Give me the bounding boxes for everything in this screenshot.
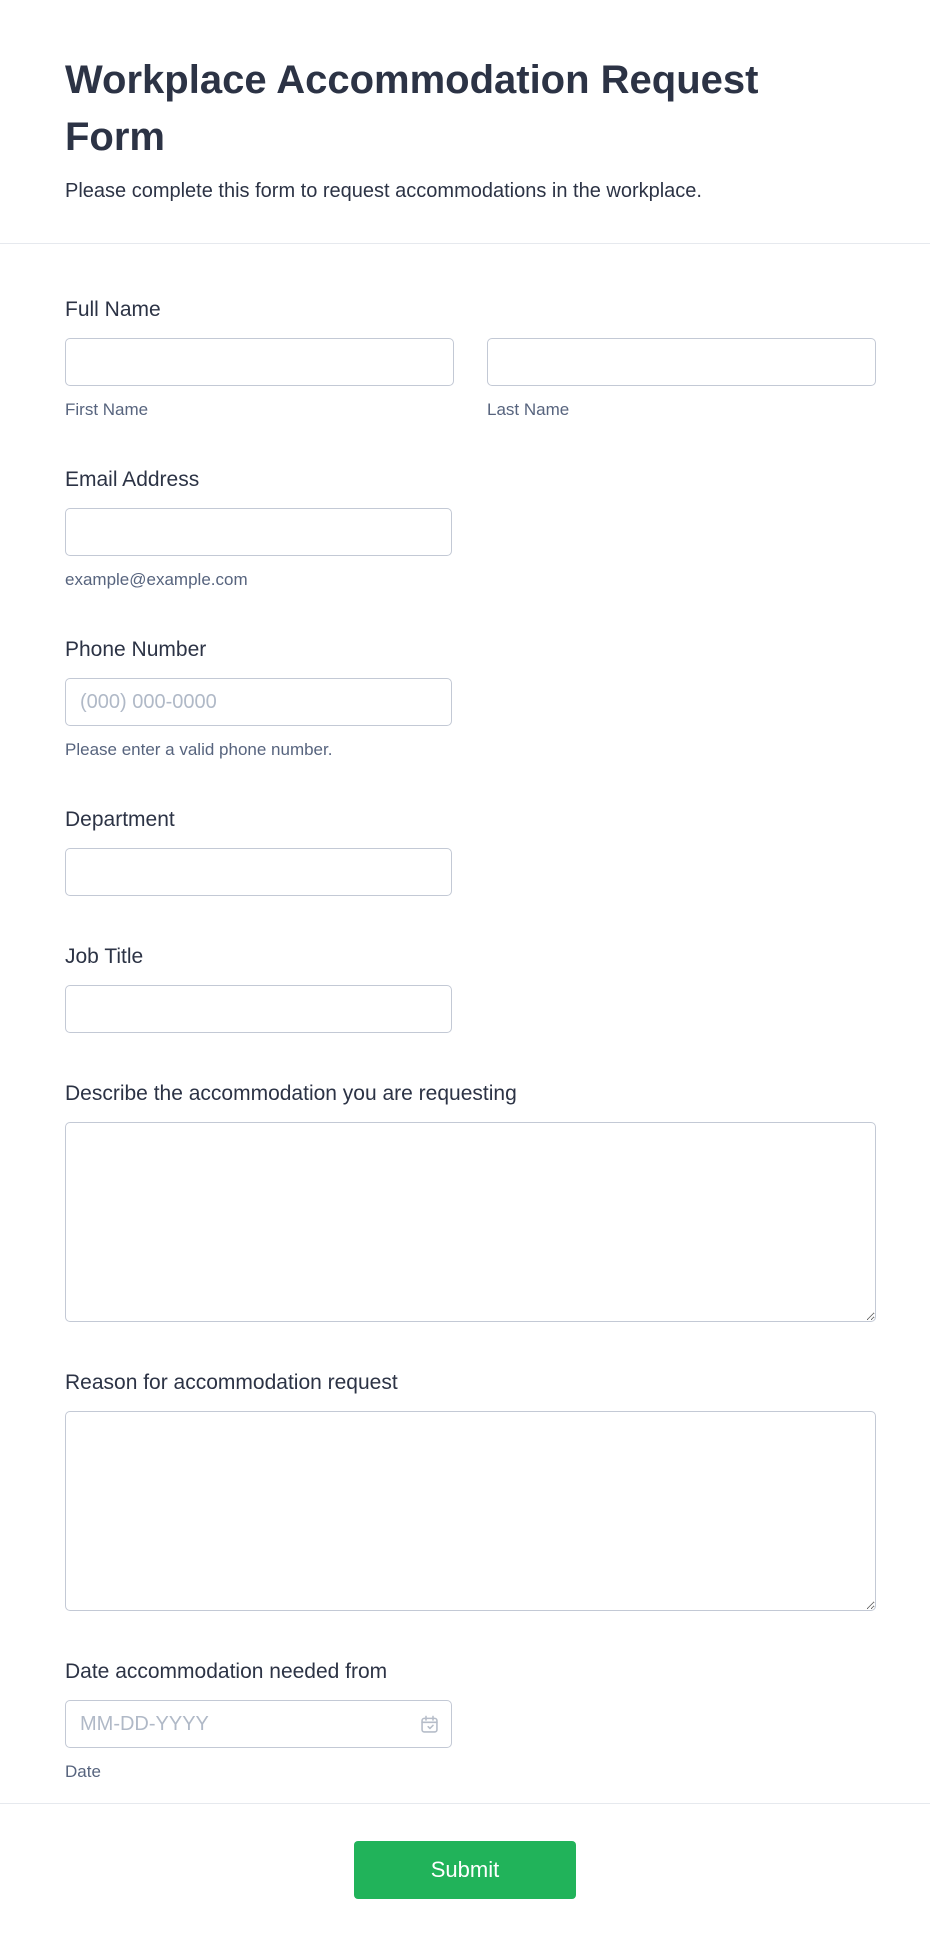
field-full-name	[65, 297, 876, 419]
field-job-title	[65, 944, 876, 1033]
field-reason	[65, 1370, 876, 1611]
date-needed-label: Date accommodation needed from	[65, 1660, 388, 1683]
name-row	[65, 338, 876, 419]
first-name-input[interactable]	[65, 338, 454, 386]
email-label: Email Address	[65, 468, 200, 491]
date-input[interactable]	[65, 1700, 452, 1748]
page-subtitle: Please complete this form to request accommodations in the workplace.	[65, 180, 702, 202]
job-title-input[interactable]	[65, 985, 452, 1033]
calendar-check-icon	[419, 1714, 440, 1735]
date-input-wrap	[65, 1700, 452, 1748]
full-name-label: Full Name	[65, 298, 161, 321]
reason-label: Reason for accommodation request	[65, 1371, 398, 1394]
form-body	[0, 244, 930, 1803]
describe-accommodation-textarea[interactable]	[65, 1122, 876, 1322]
email-sublabel: example@example.com	[65, 570, 248, 589]
last-name-sublabel: Last Name	[487, 400, 570, 419]
field-date-needed	[65, 1659, 876, 1781]
department-label: Department	[65, 808, 175, 831]
calendar-picker-button[interactable]	[417, 1712, 441, 1736]
form-header	[0, 0, 930, 244]
department-input[interactable]	[65, 848, 452, 896]
phone-label: Phone Number	[65, 638, 207, 661]
form-footer	[0, 1803, 930, 1949]
phone-sublabel: Please enter a valid phone number.	[65, 740, 333, 759]
describe-accommodation-label: Describe the accommodation you are requesting	[65, 1082, 517, 1105]
phone-input[interactable]	[65, 678, 452, 726]
email-input[interactable]	[65, 508, 452, 556]
job-title-label: Job Title	[65, 945, 144, 968]
last-name-input[interactable]	[487, 338, 876, 386]
field-phone	[65, 637, 876, 759]
date-sublabel: Date	[65, 1762, 101, 1781]
first-name-sublabel: First Name	[65, 400, 149, 419]
field-email	[65, 467, 876, 589]
last-name-col	[487, 338, 876, 419]
first-name-col	[65, 338, 454, 419]
reason-textarea[interactable]	[65, 1411, 876, 1611]
page-title: Workplace Accommodation Request Form	[65, 58, 759, 159]
field-department	[65, 807, 876, 896]
submit-button[interactable]: Submit	[354, 1841, 576, 1899]
field-describe-accommodation	[65, 1081, 876, 1322]
